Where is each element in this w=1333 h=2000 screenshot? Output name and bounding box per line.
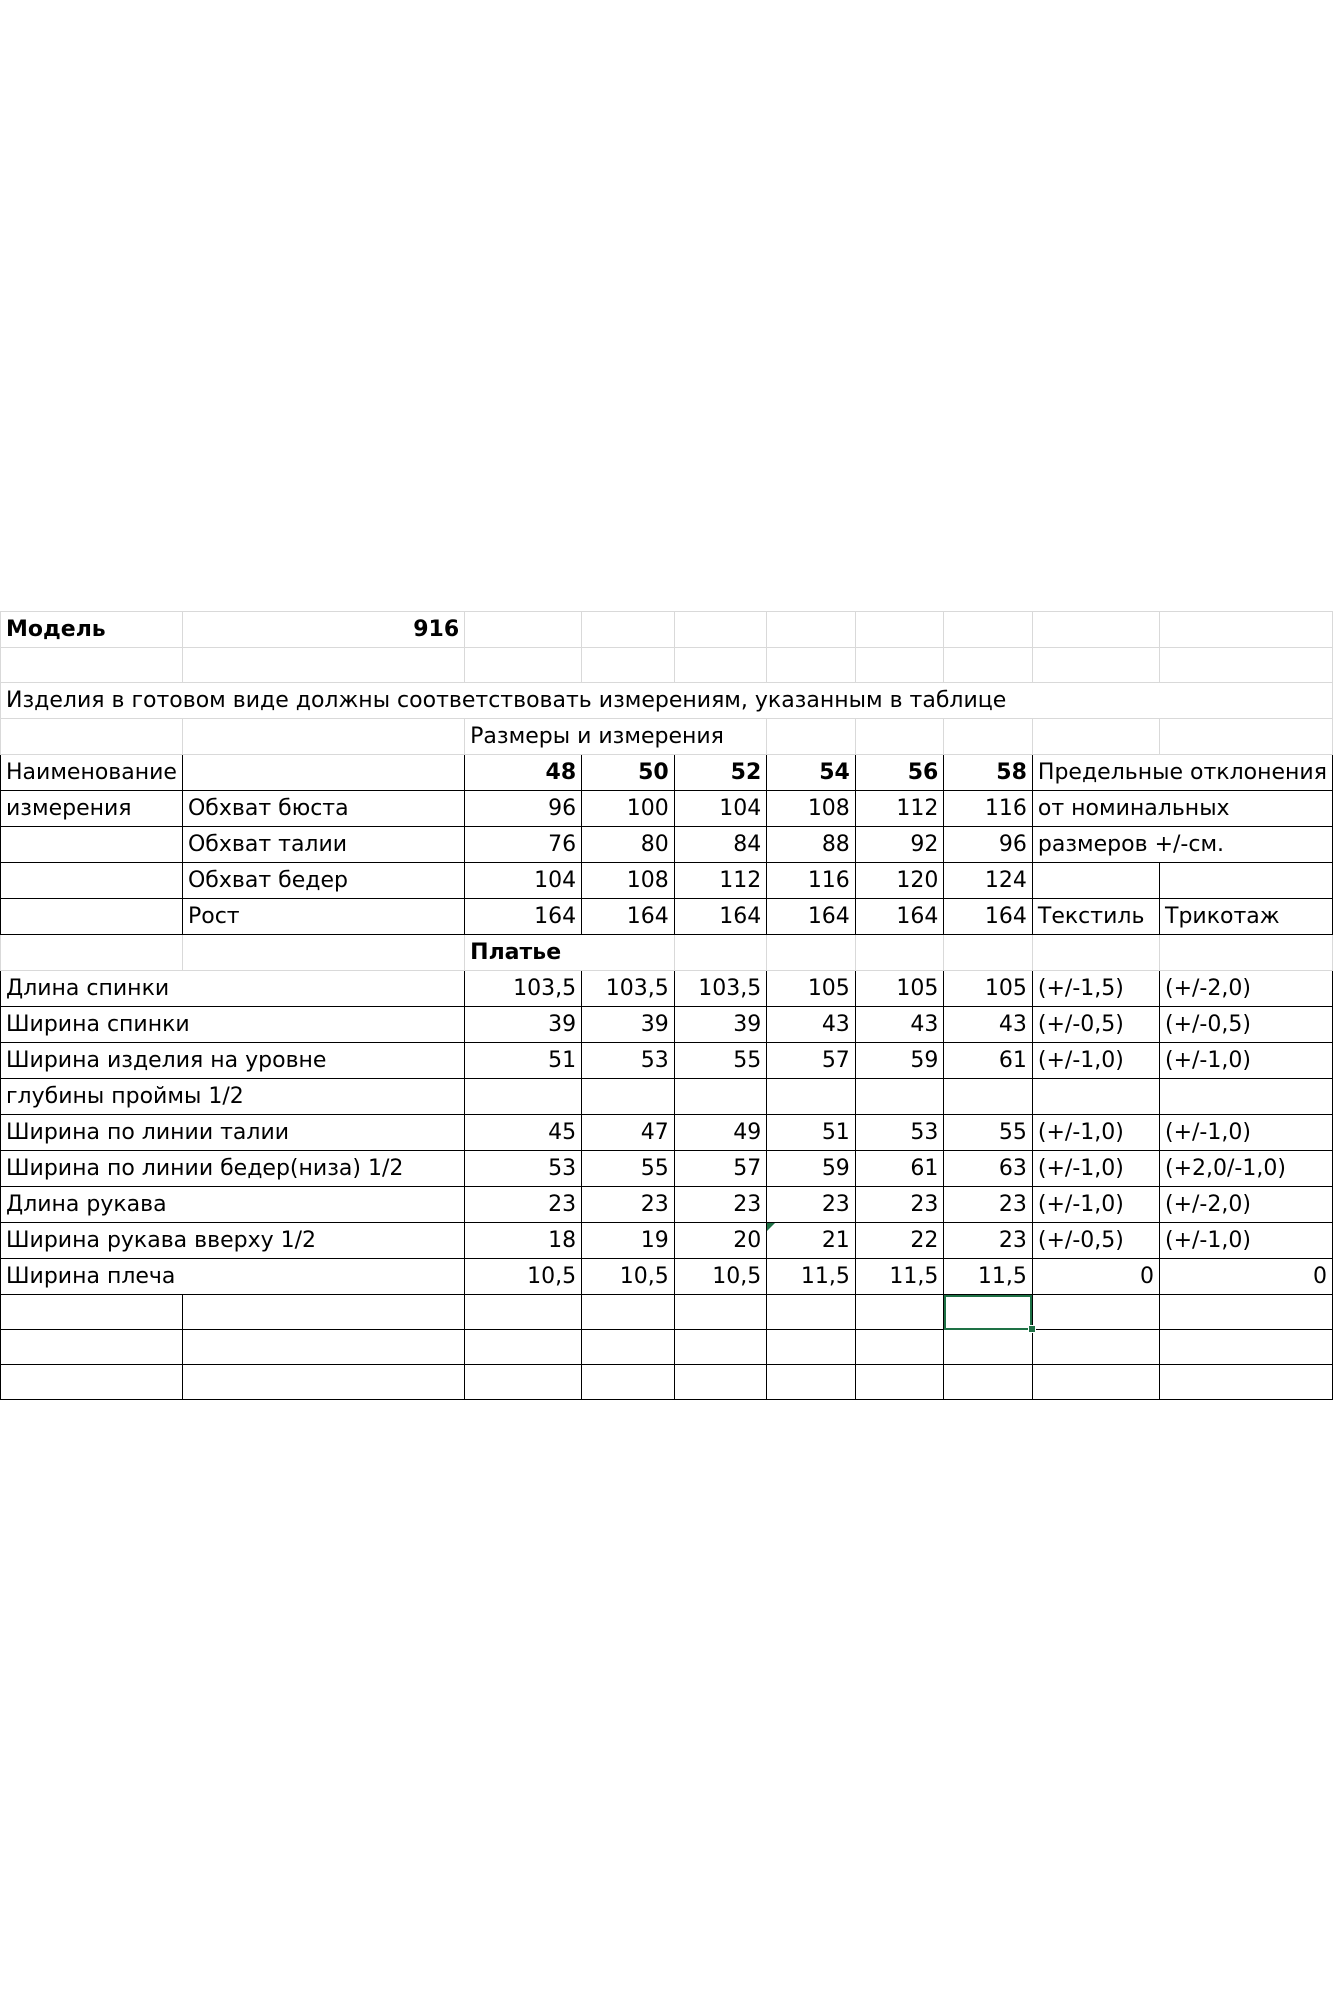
textile-tolerance-cell[interactable]: 0 bbox=[1032, 1259, 1159, 1295]
textile-header-cell[interactable]: Текстиль bbox=[1032, 899, 1159, 935]
garment-value-cell[interactable] bbox=[855, 1079, 944, 1115]
measure-value-cell[interactable]: 88 bbox=[767, 827, 856, 863]
cell[interactable] bbox=[1, 827, 183, 863]
cell[interactable] bbox=[1160, 1295, 1333, 1330]
garment-value-cell[interactable]: 103,5 bbox=[465, 971, 582, 1007]
cell[interactable] bbox=[1032, 935, 1159, 971]
size-header-cell[interactable]: 56 bbox=[855, 755, 944, 791]
cell[interactable] bbox=[1, 899, 183, 935]
garment-label-cell[interactable]: Ширина изделия на уровне bbox=[1, 1043, 465, 1079]
cell[interactable] bbox=[582, 1365, 675, 1400]
body-measure-row bbox=[1, 827, 1333, 863]
cell[interactable] bbox=[674, 648, 767, 683]
comment-indicator-icon bbox=[767, 1223, 775, 1231]
garment-label-cell[interactable]: Ширина по линии талии bbox=[1, 1115, 465, 1151]
garment-value-cell[interactable]: 11,5 bbox=[767, 1259, 856, 1295]
cell[interactable] bbox=[1, 648, 183, 683]
cell[interactable] bbox=[1032, 719, 1159, 755]
spacer-row bbox=[1, 648, 1333, 683]
measure-value-cell[interactable]: 76 bbox=[465, 827, 582, 863]
garment-value-cell[interactable]: 61 bbox=[944, 1043, 1033, 1079]
garment-value-cell[interactable]: 43 bbox=[767, 1007, 856, 1043]
measure-value-cell[interactable]: 116 bbox=[767, 863, 856, 899]
measure-value-cell[interactable]: 164 bbox=[674, 899, 767, 935]
garment-value-cell[interactable] bbox=[582, 1079, 675, 1115]
deviation-line3-cell[interactable]: размеров +/-см. bbox=[1032, 827, 1332, 863]
deviation-header-cell[interactable]: Предельные отклонения bbox=[1032, 755, 1332, 791]
knit-tolerance-cell[interactable] bbox=[1160, 1079, 1333, 1115]
garment-value-cell[interactable]: 47 bbox=[582, 1115, 675, 1151]
garment-value-cell[interactable]: 61 bbox=[855, 1151, 944, 1187]
cell[interactable] bbox=[1160, 612, 1333, 648]
knit-tolerance-cell[interactable]: (+/-1,0) bbox=[1160, 1115, 1333, 1151]
size-header-cell[interactable]: 52 bbox=[674, 755, 767, 791]
cell[interactable] bbox=[944, 648, 1033, 683]
cell[interactable] bbox=[855, 1330, 944, 1365]
garment-value-cell[interactable]: 23 bbox=[944, 1187, 1033, 1223]
cell[interactable] bbox=[582, 648, 675, 683]
garment-measure-row bbox=[1, 1223, 1333, 1259]
cell[interactable] bbox=[1160, 648, 1333, 683]
garment-label-cell[interactable]: Ширина спинки bbox=[1, 1007, 465, 1043]
measure-label-cell[interactable]: Обхват бюста bbox=[182, 791, 464, 827]
cell[interactable] bbox=[182, 648, 464, 683]
cell[interactable] bbox=[767, 935, 856, 971]
garment-value-cell[interactable]: 51 bbox=[767, 1115, 856, 1151]
textile-tolerance-cell[interactable]: (+/-0,5) bbox=[1032, 1007, 1159, 1043]
cell[interactable] bbox=[674, 612, 767, 648]
cell[interactable] bbox=[1, 935, 183, 971]
garment-measure-row bbox=[1, 1259, 1333, 1295]
section-title-cell[interactable]: Платье bbox=[465, 935, 675, 971]
measure-label-cell[interactable]: Рост bbox=[182, 899, 464, 935]
cell[interactable] bbox=[1, 1295, 183, 1330]
garment-value-cell[interactable]: 57 bbox=[674, 1151, 767, 1187]
cell[interactable] bbox=[465, 612, 582, 648]
garment-value-cell[interactable]: 53 bbox=[582, 1043, 675, 1079]
fill-handle[interactable] bbox=[1028, 1325, 1036, 1333]
cell[interactable] bbox=[465, 1365, 582, 1400]
textile-tolerance-cell[interactable]: (+/-1,0) bbox=[1032, 1187, 1159, 1223]
garment-measure-row bbox=[1, 1151, 1333, 1187]
garment-label-cell[interactable]: Ширина рукава вверху 1/2 bbox=[1, 1223, 465, 1259]
cell[interactable] bbox=[465, 1330, 582, 1365]
size-header-cell[interactable]: 48 bbox=[465, 755, 582, 791]
cell[interactable] bbox=[855, 648, 944, 683]
model-row bbox=[1, 612, 1333, 648]
cell[interactable] bbox=[1032, 1295, 1159, 1330]
cell[interactable] bbox=[582, 612, 675, 648]
garment-value-cell[interactable]: 23 bbox=[944, 1223, 1033, 1259]
empty-row bbox=[1, 1365, 1333, 1400]
measure-value-cell[interactable]: 100 bbox=[582, 791, 675, 827]
cell[interactable] bbox=[582, 1330, 675, 1365]
measure-value-cell[interactable]: 124 bbox=[944, 863, 1033, 899]
knit-tolerance-cell[interactable]: (+/-1,0) bbox=[1160, 1223, 1333, 1259]
garment-value-cell[interactable]: 10,5 bbox=[582, 1259, 675, 1295]
textile-tolerance-cell[interactable]: (+/-1,0) bbox=[1032, 1151, 1159, 1187]
garment-measure-row bbox=[1, 1007, 1333, 1043]
garment-value-cell[interactable]: 20 bbox=[674, 1223, 767, 1259]
cell[interactable] bbox=[1, 1330, 183, 1365]
garment-measure-row bbox=[1, 971, 1333, 1007]
measure-value-cell[interactable]: 164 bbox=[767, 899, 856, 935]
knit-tolerance-cell[interactable]: (+/-2,0) bbox=[1160, 1187, 1333, 1223]
garment-value-cell[interactable]: 18 bbox=[465, 1223, 582, 1259]
cell[interactable] bbox=[855, 612, 944, 648]
garment-value-cell[interactable]: 23 bbox=[465, 1187, 582, 1223]
measure-value-cell[interactable]: 104 bbox=[465, 863, 582, 899]
garment-measure-row bbox=[1, 1187, 1333, 1223]
cell[interactable] bbox=[1032, 648, 1159, 683]
cell[interactable] bbox=[1032, 612, 1159, 648]
garment-value-cell[interactable]: 23 bbox=[582, 1187, 675, 1223]
garment-measure-row bbox=[1, 1079, 1333, 1115]
cell[interactable] bbox=[1160, 1365, 1333, 1400]
measure-value-cell[interactable]: 116 bbox=[944, 791, 1033, 827]
measure-value-cell[interactable]: 164 bbox=[855, 899, 944, 935]
measure-value-cell[interactable]: 104 bbox=[674, 791, 767, 827]
garment-value-cell[interactable] bbox=[767, 1079, 856, 1115]
cell[interactable] bbox=[1, 1365, 183, 1400]
cell[interactable] bbox=[1032, 1365, 1159, 1400]
garment-value-cell[interactable]: 39 bbox=[674, 1007, 767, 1043]
garment-label-cell[interactable]: Ширина плеча bbox=[1, 1259, 465, 1295]
cell[interactable] bbox=[1, 863, 183, 899]
garment-value-cell[interactable]: 23 bbox=[674, 1187, 767, 1223]
garment-value-cell[interactable]: 105 bbox=[855, 971, 944, 1007]
measure-value-cell[interactable]: 164 bbox=[582, 899, 675, 935]
knit-tolerance-cell[interactable]: (+/-2,0) bbox=[1160, 971, 1333, 1007]
garment-value-cell[interactable]: 103,5 bbox=[582, 971, 675, 1007]
measure-value-cell[interactable]: 92 bbox=[855, 827, 944, 863]
cell[interactable] bbox=[855, 935, 944, 971]
cell[interactable] bbox=[182, 935, 464, 971]
empty-row bbox=[1, 1330, 1333, 1365]
garment-value-cell[interactable]: 63 bbox=[944, 1151, 1033, 1187]
measure-value-cell[interactable]: 84 bbox=[674, 827, 767, 863]
cell[interactable] bbox=[944, 1330, 1033, 1365]
sizes-caption-row bbox=[1, 719, 1333, 755]
garment-value-cell[interactable]: 59 bbox=[855, 1043, 944, 1079]
garment-value-cell[interactable]: 11,5 bbox=[855, 1259, 944, 1295]
cell[interactable] bbox=[855, 1295, 944, 1330]
textile-tolerance-cell[interactable]: (+/-1,0) bbox=[1032, 1115, 1159, 1151]
garment-value-cell[interactable] bbox=[465, 1079, 582, 1115]
cell[interactable] bbox=[1032, 863, 1159, 899]
garment-value-cell[interactable]: 53 bbox=[855, 1115, 944, 1151]
model-number-cell[interactable]: 916 bbox=[182, 612, 464, 648]
measure-value-cell[interactable]: 96 bbox=[465, 791, 582, 827]
garment-label-cell[interactable]: Длина рукава bbox=[1, 1187, 465, 1223]
garment-value-cell[interactable]: 55 bbox=[674, 1043, 767, 1079]
garment-value-cell[interactable]: 51 bbox=[465, 1043, 582, 1079]
cell[interactable] bbox=[182, 1295, 464, 1330]
size-header-cell[interactable]: 54 bbox=[767, 755, 856, 791]
cell[interactable] bbox=[767, 1330, 856, 1365]
knit-tolerance-cell[interactable]: 0 bbox=[1160, 1259, 1333, 1295]
size-header-cell[interactable]: 58 bbox=[944, 755, 1033, 791]
cell[interactable] bbox=[1160, 935, 1333, 971]
cell[interactable] bbox=[767, 719, 856, 755]
size-header-row bbox=[1, 755, 1333, 791]
measure-label-cell[interactable]: Обхват бедер bbox=[182, 863, 464, 899]
garment-value-cell[interactable]: 53 bbox=[465, 1151, 582, 1187]
cell[interactable] bbox=[674, 1330, 767, 1365]
knit-tolerance-cell[interactable]: (+2,0/-1,0) bbox=[1160, 1151, 1333, 1187]
garment-value-cell[interactable]: 22 bbox=[855, 1223, 944, 1259]
knit-tolerance-cell[interactable]: (+/-1,0) bbox=[1160, 1043, 1333, 1079]
textile-tolerance-cell[interactable]: (+/-0,5) bbox=[1032, 1223, 1159, 1259]
spreadsheet-grid bbox=[0, 611, 1333, 1400]
cell[interactable] bbox=[182, 719, 464, 755]
notice-row bbox=[1, 683, 1333, 719]
garment-value-cell[interactable]: 49 bbox=[674, 1115, 767, 1151]
deviation-line2-cell[interactable]: от номинальных bbox=[1032, 791, 1332, 827]
knit-tolerance-cell[interactable]: (+/-0,5) bbox=[1160, 1007, 1333, 1043]
cell[interactable] bbox=[674, 1295, 767, 1330]
garment-value-cell[interactable]: 23 bbox=[855, 1187, 944, 1223]
measure-value-cell[interactable]: 96 bbox=[944, 827, 1033, 863]
textile-tolerance-cell[interactable] bbox=[1032, 1079, 1159, 1115]
size-header-cell[interactable]: 50 bbox=[582, 755, 675, 791]
garment-value-cell[interactable]: 105 bbox=[944, 971, 1033, 1007]
garment-value-cell[interactable]: 43 bbox=[944, 1007, 1033, 1043]
measure-value-cell[interactable]: 164 bbox=[944, 899, 1033, 935]
cell[interactable] bbox=[944, 719, 1033, 755]
measure-label-cell[interactable]: Обхват талии bbox=[182, 827, 464, 863]
cell[interactable] bbox=[1160, 1330, 1333, 1365]
garment-value-cell[interactable]: 11,5 bbox=[944, 1259, 1033, 1295]
selected-cell[interactable] bbox=[944, 1295, 1033, 1330]
cell[interactable] bbox=[465, 1295, 582, 1330]
cell[interactable] bbox=[944, 612, 1033, 648]
measure-value-cell[interactable]: 112 bbox=[855, 791, 944, 827]
garment-value-cell[interactable]: 59 bbox=[767, 1151, 856, 1187]
cell[interactable] bbox=[465, 648, 582, 683]
cell[interactable] bbox=[1160, 719, 1333, 755]
body-measure-row bbox=[1, 791, 1333, 827]
garment-measure-row bbox=[1, 1043, 1333, 1079]
cell[interactable] bbox=[182, 755, 464, 791]
garment-value-cell[interactable] bbox=[944, 1079, 1033, 1115]
measure-value-cell[interactable]: 120 bbox=[855, 863, 944, 899]
garment-value-cell[interactable]: 57 bbox=[767, 1043, 856, 1079]
garment-value-cell[interactable]: 23 bbox=[767, 1187, 856, 1223]
garment-label-cell[interactable]: глубины проймы 1/2 bbox=[1, 1079, 465, 1115]
cell[interactable] bbox=[182, 1330, 464, 1365]
cell[interactable] bbox=[674, 935, 767, 971]
garment-value-cell[interactable] bbox=[674, 1079, 767, 1115]
cell[interactable] bbox=[182, 1365, 464, 1400]
garment-value-cell[interactable]: 10,5 bbox=[674, 1259, 767, 1295]
garment-value-cell[interactable]: 39 bbox=[465, 1007, 582, 1043]
garment-value-cell[interactable]: 103,5 bbox=[674, 971, 767, 1007]
name-col-header-line2[interactable]: измерения bbox=[1, 791, 183, 827]
measure-value-cell[interactable]: 80 bbox=[582, 827, 675, 863]
measure-value-cell[interactable]: 164 bbox=[465, 899, 582, 935]
cell[interactable] bbox=[1032, 1330, 1159, 1365]
garment-value-cell[interactable]: 21 bbox=[767, 1223, 856, 1259]
measure-value-cell[interactable]: 112 bbox=[674, 863, 767, 899]
garment-value-cell[interactable]: 43 bbox=[855, 1007, 944, 1043]
cell[interactable] bbox=[855, 719, 944, 755]
cell[interactable] bbox=[767, 1365, 856, 1400]
notice-cell[interactable]: Изделия в готовом виде должны соответствовать измерениям, указанным в таблице bbox=[1, 683, 1333, 719]
cell[interactable] bbox=[767, 1295, 856, 1330]
cell[interactable] bbox=[944, 935, 1033, 971]
garment-value-cell[interactable]: 55 bbox=[582, 1151, 675, 1187]
garment-label-cell[interactable]: Длина спинки bbox=[1, 971, 465, 1007]
cell[interactable] bbox=[767, 648, 856, 683]
cell[interactable] bbox=[767, 612, 856, 648]
garment-value-cell[interactable]: 105 bbox=[767, 971, 856, 1007]
garment-measure-row bbox=[1, 1115, 1333, 1151]
section-title-row bbox=[1, 935, 1333, 971]
garment-value-cell[interactable]: 10,5 bbox=[465, 1259, 582, 1295]
cell[interactable] bbox=[855, 1365, 944, 1400]
cell[interactable] bbox=[674, 1365, 767, 1400]
cell[interactable] bbox=[944, 1365, 1033, 1400]
garment-label-cell[interactable]: Ширина по линии бедер(низа) 1/2 bbox=[1, 1151, 465, 1187]
garment-value-cell[interactable]: 55 bbox=[944, 1115, 1033, 1151]
sizes-caption-cell[interactable]: Размеры и измерения bbox=[465, 719, 767, 755]
body-measure-row bbox=[1, 863, 1333, 899]
textile-tolerance-cell[interactable]: (+/-1,0) bbox=[1032, 1043, 1159, 1079]
cell[interactable] bbox=[1, 719, 183, 755]
measure-value-cell[interactable]: 108 bbox=[582, 863, 675, 899]
garment-value-cell[interactable]: 19 bbox=[582, 1223, 675, 1259]
cell[interactable] bbox=[582, 1295, 675, 1330]
empty-row bbox=[1, 1295, 1333, 1330]
textile-tolerance-cell[interactable]: (+/-1,5) bbox=[1032, 971, 1159, 1007]
body-measure-row bbox=[1, 899, 1333, 935]
name-col-header[interactable]: Наименование bbox=[1, 755, 183, 791]
measure-value-cell[interactable]: 108 bbox=[767, 791, 856, 827]
knit-header-cell[interactable]: Трикотаж bbox=[1160, 899, 1333, 935]
garment-value-cell[interactable]: 45 bbox=[465, 1115, 582, 1151]
model-label-cell[interactable]: Модель bbox=[1, 612, 183, 648]
cell[interactable] bbox=[1160, 863, 1333, 899]
garment-value-cell[interactable]: 39 bbox=[582, 1007, 675, 1043]
